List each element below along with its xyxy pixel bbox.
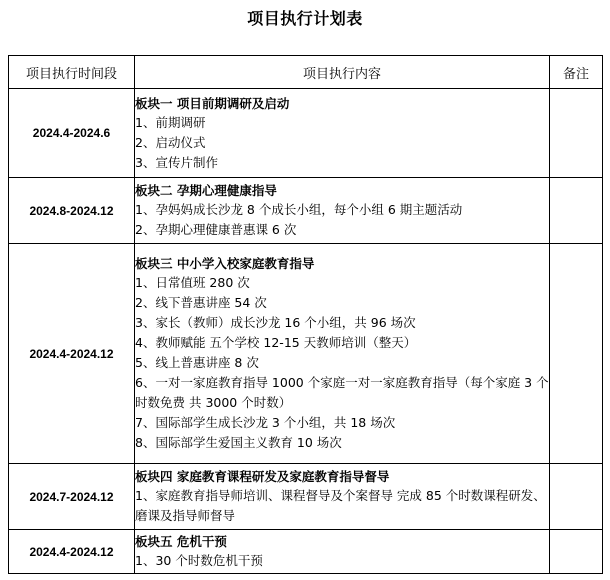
list-item: 1、前期调研 <box>135 114 206 130</box>
row-time: 2024.4-2024.12 <box>9 530 135 574</box>
list-item: 2、启动仪式 <box>135 134 206 150</box>
list-item: 7、国际部学生成长沙龙 3 个小组，共 18 场次 <box>135 415 396 430</box>
row-notes <box>550 530 603 574</box>
row-time: 2024.8-2024.12 <box>9 178 135 244</box>
row-notes <box>550 178 603 244</box>
plan-table <box>8 55 603 574</box>
block-title: 板块五 危机干预 <box>135 534 227 549</box>
list-item: 3、宣传片制作 <box>135 154 218 170</box>
list-item: 1、孕妈妈成长沙龙 8 个成长小组，每个小组 6 期主题活动 <box>135 202 463 217</box>
table-row <box>9 178 603 244</box>
list-item: 5、线上普惠讲座 8 次 <box>135 355 259 370</box>
header-notes: 备注 <box>550 56 603 89</box>
list-item: 2、线下普惠讲座 54 次 <box>135 295 267 310</box>
row-content <box>135 530 550 574</box>
list-item: 1、家庭教育指导师培训、课程督导及个案督导 完成 85 个时数课程研发、磨课及指导师督导 <box>135 488 546 523</box>
table-header-row <box>9 56 603 89</box>
block-title: 板块三 中小学入校家庭教育指导 <box>135 256 315 271</box>
list-item: 1、30 个时数危机干预 <box>135 553 263 568</box>
document-title: 项目执行计划表 <box>247 9 363 28</box>
row-time: 2024.4-2024.12 <box>9 244 135 464</box>
header-content: 项目执行内容 <box>135 56 550 89</box>
table-row <box>9 244 603 464</box>
block-title: 板块四 家庭教育课程研发及家庭教育指导督导 <box>135 469 390 484</box>
list-item: 3、家长（教师）成长沙龙 16 个小组，共 96 场次 <box>135 315 416 330</box>
list-item: 1、日常值班 280 次 <box>135 275 250 290</box>
block-title: 板块二 孕期心理健康指导 <box>135 183 277 198</box>
row-notes <box>550 464 603 530</box>
list-item: 2、孕期心理健康普惠课 6 次 <box>135 222 297 237</box>
block-title: 板块一 项目前期调研及启动 <box>135 95 290 111</box>
row-content <box>135 178 550 244</box>
row-content <box>135 464 550 530</box>
table-row <box>9 89 603 178</box>
row-time: 2024.4-2024.6 <box>9 89 135 178</box>
table-row <box>9 530 603 574</box>
list-item: 6、一对一家庭教育指导 1000 个家庭一对一家庭教育指导（每个家庭 3 个时数免费 共 3000 个时数） <box>135 375 549 410</box>
row-notes <box>550 244 603 464</box>
row-time: 2024.7-2024.12 <box>9 464 135 530</box>
table-row <box>9 464 603 530</box>
list-item: 8、国际部学生爱国主义教育 10 场次 <box>135 435 342 450</box>
row-notes <box>550 89 603 178</box>
row-content <box>135 89 550 178</box>
row-content <box>135 244 550 464</box>
list-item: 4、教师赋能 五个学校 12-15 天教师培训（整天） <box>135 335 417 350</box>
header-time: 项目执行时间段 <box>9 56 135 89</box>
